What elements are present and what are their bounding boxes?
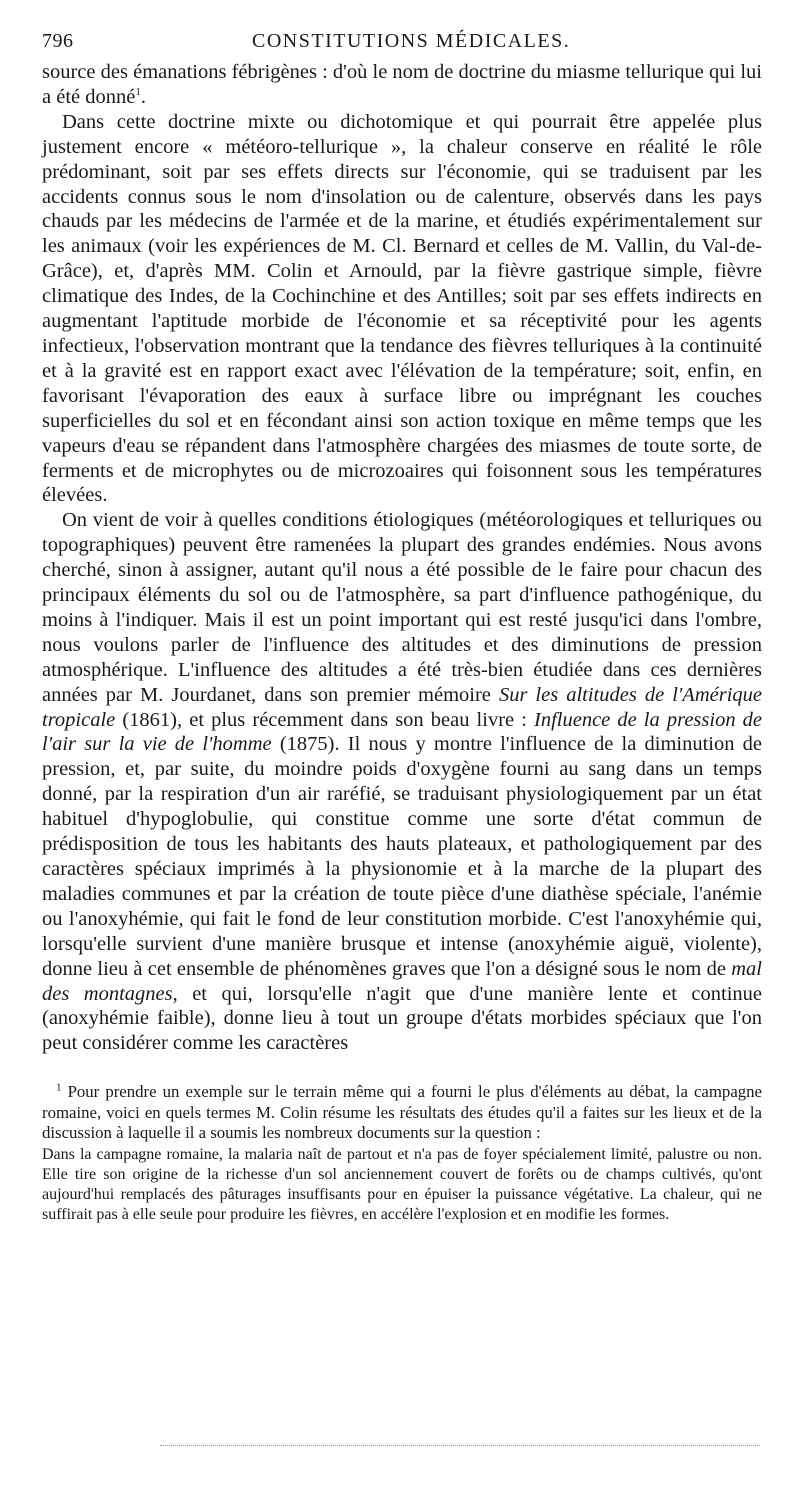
running-title: CONSTITUTIONS MÉDICALES. [252, 30, 571, 52]
footnote-quote: Dans la campagne romaine, la malaria naît de partout et n'a pas de foyer spécialement limité, palustre ou non. Elle tire son origine de la richesse d'un sol anciennement couvert de forêts ou de champs cultivés, qu'ont aujourd'hui remplacés des pâturages insuffisants pour en épuiser la puissance végétative. La chaleur, qui ne suffirait pas à elle seule pour produire les fièvres, en accélère l'explosion et en modifie les formes. [42, 1146, 762, 1224]
paragraph-punctuation: . [140, 85, 146, 108]
main-text [42, 60, 762, 1056]
work-title: Influence de la pression de l'air sur la vie de l'homme [42, 708, 763, 756]
paragraph-text: (1861), et plus récemment dans son beau livre : [122, 708, 527, 731]
italic-term: mal des montagnes [42, 957, 762, 1005]
work-title: Sur les altitudes de l'Amérique tropicale [42, 683, 762, 731]
book-page [42, 30, 762, 1225]
footnote-block [42, 1082, 762, 1225]
paragraph-text: (1875). Il nous y montre l'influence de la diminution de pression, et, par suite, du moindre poids d'oxygène fourni au sang dans un temps donné, par la respiration d'un air raréfié, se traduisant physiologiquement par un état habituel d'hypoglobulie, qui constitue comme une sorte d'état commun de prédisposition de tous les habitants des hauts plateaux, et pathologiquement par des caractères spéciaux imprimés à la physionomie et à la marche de la plupart des maladies communes et par la création de toute pièce d'une diathèse spéciale, l'anémie ou l'anoxyhémie, qui fait le fond de leur constitution morbide. C'est l'anoxyhémie qui, lorsqu'elle survient d'une manière brusque et intense (anoxyhémie aiguë, violente), donne lieu à cet ensemble de phénomènes graves que l'on a désigné sous le nom de [42, 733, 763, 980]
paragraph-text: source des émanations fébrigènes : d'où le nom de doctrine du miasme tellurique qui lui a été donné [42, 61, 762, 108]
page-bottom-rule [160, 1445, 760, 1446]
running-head [42, 30, 762, 60]
paragraph-text: , et qui, lorsqu'elle n'agit que d'une manière lente et continue (anoxyhémie faible), donne lieu à tout un groupe d'états morbides spéciaux que l'on peut considérer comme les caractères [42, 982, 762, 1055]
footnote-intro [42, 1082, 762, 1143]
paragraph-doctrine: Dans cette doctrine mixte ou dichotomique et qui pourrait être appelée plus justement encore « météoro-tellurique », la chaleur conserve en réalité le rôle prédominant, soit par ses effets directs sur l'économie, qui se traduisent par les accidents connus sous le nom d'insolation ou de calenture, observés dans les pays chauds par les médecins de l'armée et de la marine, et étudiés expérimentalement sur les animaux (voir les expériences de M. Cl. Bernard et celles de M. Vallin, du Val-de-Grâce), et, d'après MM. Colin et Arnould, par la fièvre gastrique simple, fièvre climatique des Indes, de la Cochinchine et des Antilles; soit par ses effets indirects en augmentant l'aptitude morbide de l'économie et sa réceptivité pour les agents infectieux, l'observation montrant que la tendance des fièvres telluriques à la continuité et à la gravité est en rapport exact avec l'élévation de la température; soit, enfin, en favorisant l'évaporation des eaux à surface libre ou imprégnant les couches superficielles du sol et en fécondant ainsi son action toxique en même temps que les vapeurs d'eau se répandent dans l'atmosphère chargées des miasmes de toute sorte, de ferments et de microphytes ou de microzoaires qui foisonnent sous les températures élevées. [42, 110, 762, 507]
paragraph-altitudes [42, 508, 762, 1056]
paragraph-continuation [42, 60, 762, 110]
footnote-text: Pour prendre un exemple sur le terrain même qui a fourni le plus d'éléments au débat, la campagne romaine, voici en quels termes M. Colin résume les résultats des études qu'il a faites sur les lieux et de la discussion à laquelle il a soumis les nombreux documents sur la question : [42, 1082, 762, 1143]
footnote-reference: 1 [135, 86, 141, 99]
paragraph-text: On vient de voir à quelles conditions étiologiques (météorologiques et telluriques ou topographiques) peuvent être ramenées la plupart des grandes endémies. Nous avons cherché, sinon à assigner, autant qu'il nous a été possible de le faire pour chacun des principaux éléments du sol ou de l'atmosphère, sa part d'influence pathogénique, du moins à l'indiquer. Mais il est un point important qui est resté jusqu'ici dans l'ombre, nous voulons parler de l'influence des altitudes et des diminutions de pression atmosphérique. L'influence des altitudes a été très-bien étudiée dans ces dernières années par M. Jourdanet, dans son premier mémoire [42, 509, 762, 706]
page-number: 796 [42, 30, 74, 52]
footnote-mark: 1 [56, 1081, 62, 1094]
